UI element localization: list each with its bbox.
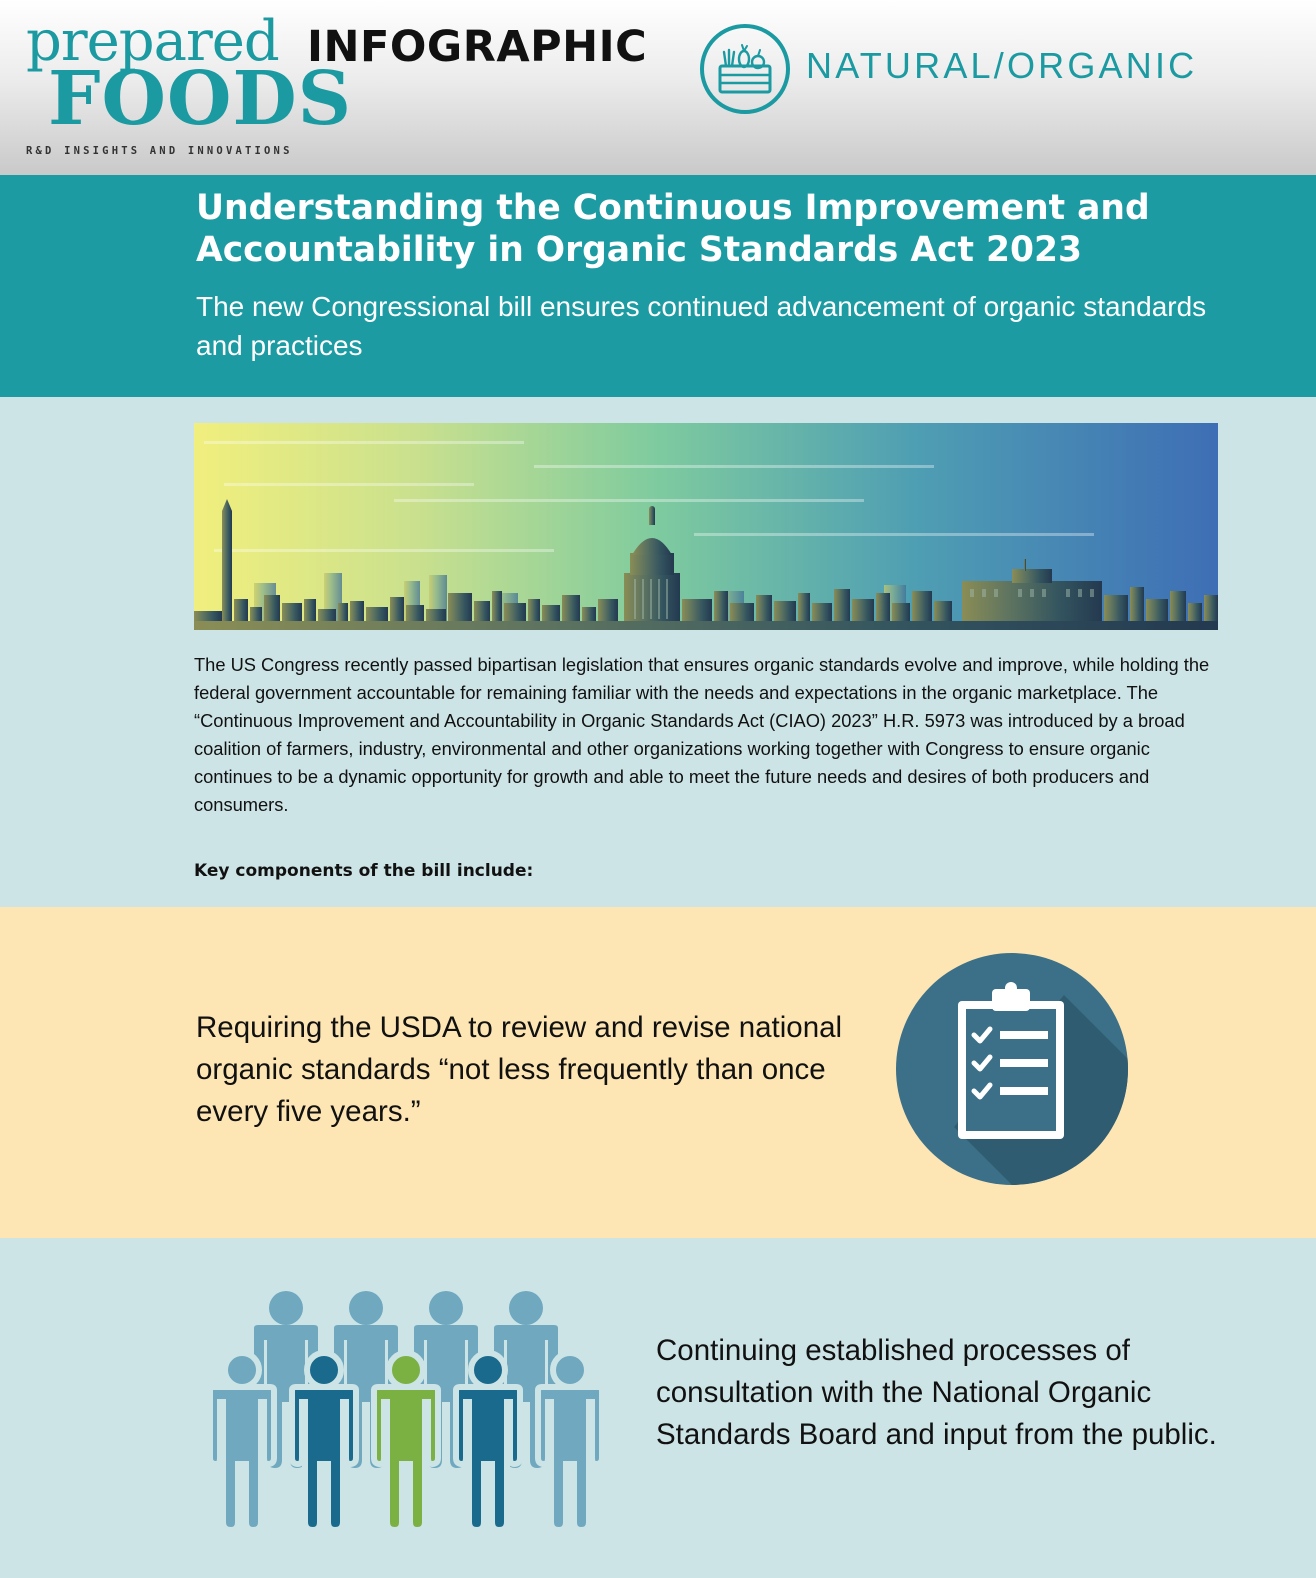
component-text: Requiring the USDA to review and revise national organic standards “not less frequently than once every five years.” [196,1011,843,1128]
washington-skyline-illustration [194,423,1218,630]
component-text: Continuing established processes of consultation with the National Organic Standards Board and input from the public. [656,1334,1217,1451]
title-band [0,175,1316,397]
brand-logo-prepared: prepared [26,9,279,74]
page-subtitle: The new Congressional bill ensures continued advancement of organic standards and practices [196,291,1207,361]
component-review-standards [0,907,1316,1238]
component-consultation [0,1238,1316,1578]
brand-logo-foods: FOODS [48,56,353,142]
group-of-people-icon [200,1288,612,1532]
clipboard-checklist-icon [894,951,1130,1187]
page-title: Understanding the Continuous Improvement and Accountability in Organic Standards Act 2023 [196,188,1150,270]
key-components-heading: Key components of the bill include: [194,861,534,881]
brand-tagline: R&D INSIGHTS AND INNOVATIONS [26,145,293,157]
produce-crate-icon [698,22,792,116]
header [0,0,1316,175]
intro-paragraph: The US Congress recently passed bipartisan legislation that ensures organic standards evolve and improve, while holding the federal government accountable for remaining familiar with the needs and expectations in the organic marketplace. The “Continuous Improvement and Accountability in Organic Standards Act (CIAO) 2023” H.R. 5973 was introduced by a broad coalition of farmers, industry, environmental and other organizations working together with Congress to ensure organic continues to be a dynamic opportunity for growth and able to meet the future needs and desires of both producers and consumers. [194,654,1210,815]
category-label: NATURAL/ORGANIC [806,45,1198,86]
section-type-label: INFOGRAPHIC [307,22,648,72]
